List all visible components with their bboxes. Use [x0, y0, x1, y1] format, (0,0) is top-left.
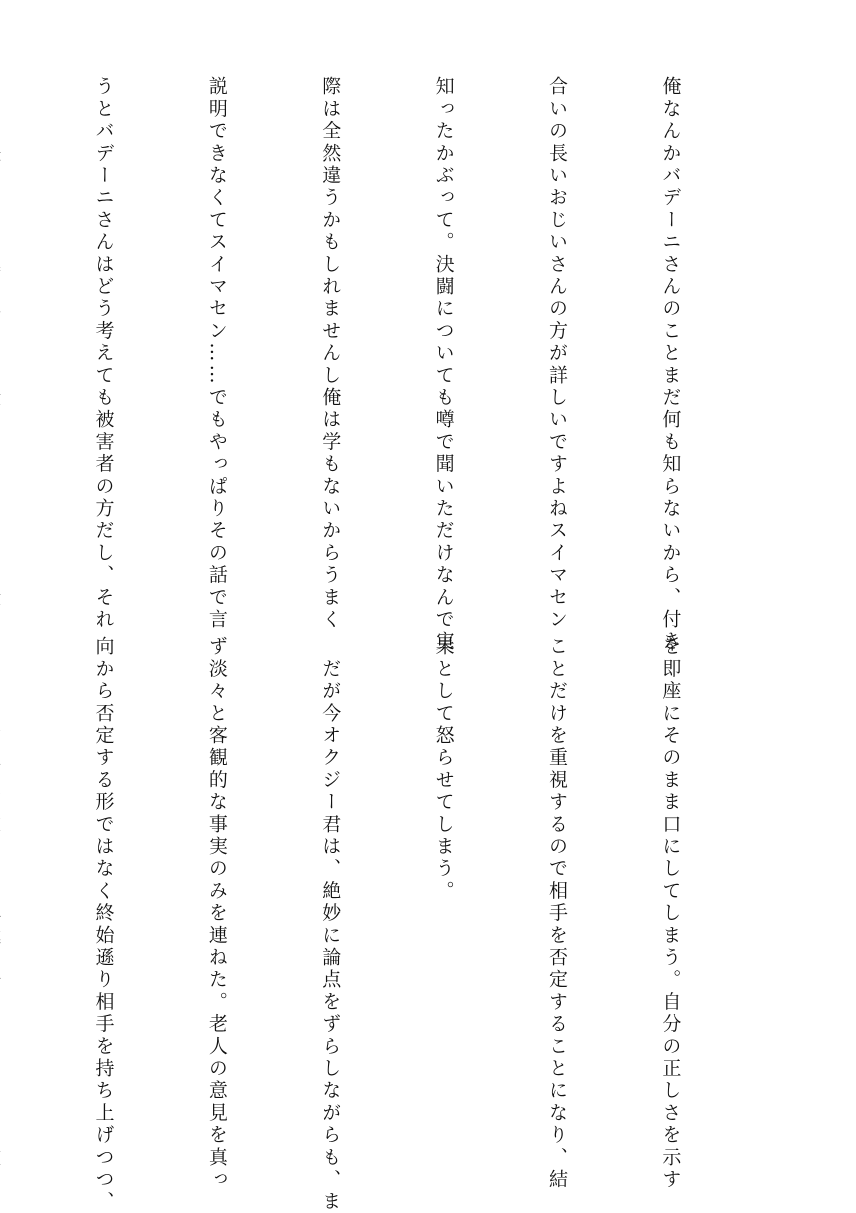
upper-text-block [0, 76, 764, 654]
lower-text-block [0, 636, 764, 1213]
text-column: 合いの長いおじいさんの方が詳しいですよねスイマセン [546, 76, 569, 631]
text-column: を即座にそのまま口にしてしまう。自分の正しさを示す [659, 636, 682, 1191]
text-column: 向から否定する形ではなく終始遜り相手を持ち上げつつ、 [92, 636, 115, 1213]
text-column: 知ったかぶって。決闘についても噂で聞いただけなんで実 [432, 76, 455, 654]
text-column [0, 76, 8, 596]
text-column: うとバデーニさんはどう考えても被害者の方だし、それ [92, 76, 115, 631]
text-column: 説明できなくてスイマセン……でもやっぱりその話で言 [205, 76, 228, 631]
text-column: ず淡々と客観的な事実のみを連ねた。老人の意見を真っ [205, 636, 228, 1191]
text-column [0, 636, 8, 1116]
text-column: 果として怒らせてしまう。 [432, 636, 455, 903]
text-column: だが今オクジー君は、絶妙に論点をずらしながらも、ま [319, 636, 342, 1213]
text-column: 際は全然違うかもしれませんし俺は学もないからうまく [319, 76, 342, 631]
text-column: 俺なんかバデーニさんのことまだ何も知らないから、付き [659, 76, 682, 654]
text-column: ことだけを重視するので相手を否定することになり、結 [546, 636, 569, 1191]
